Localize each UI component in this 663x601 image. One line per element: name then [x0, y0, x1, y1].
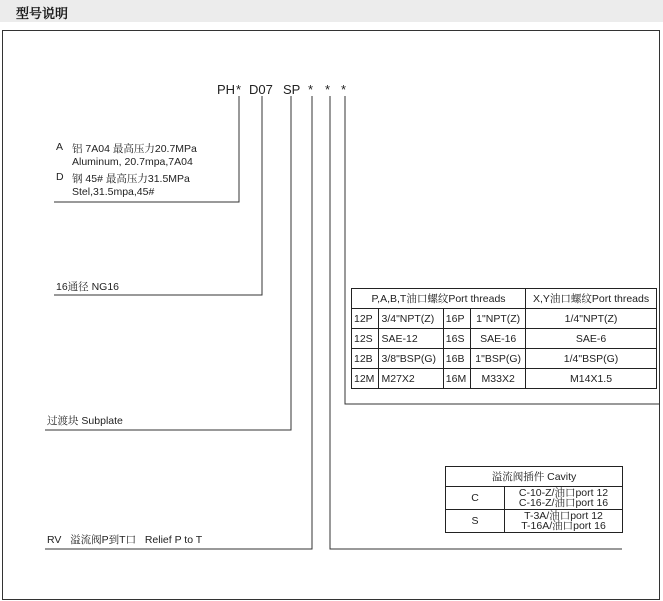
material-a-letter: A — [56, 141, 64, 153]
code-prefix: PH — [217, 82, 236, 97]
cell-thread: 3/8"BSP(G) — [379, 349, 443, 369]
code-star-3: * — [341, 82, 347, 97]
cavity-option-line: C-10-Z/油口port 12 — [518, 487, 609, 499]
cell-code: 12P — [352, 309, 379, 329]
cell-code: 16P — [443, 309, 470, 329]
cavity-header: 溢流阀插件 Cavity — [446, 467, 623, 487]
cell-thread: M33X2 — [471, 369, 526, 389]
page-title: 型号说明 — [16, 6, 69, 21]
cavity-option-line: C-16-Z/油口port 16 — [518, 497, 609, 509]
table-header-row — [352, 289, 657, 309]
cell-xy-thread: 1/4"NPT(Z) — [526, 309, 657, 329]
cell-xy-thread: 1/4"BSP(G) — [526, 349, 657, 369]
subplate-description: 过渡块 Subplate — [47, 415, 123, 427]
cavity-code: C — [446, 487, 505, 510]
header-xy: X,Y油口螺纹Port threads — [526, 289, 657, 309]
cell-code: 16B — [443, 349, 470, 369]
cell-code: 12M — [352, 369, 379, 389]
cavity-options — [505, 510, 623, 533]
port-thread-table — [351, 288, 657, 389]
material-d-cn: 钢 45# 最高压力31.5MPa — [72, 173, 190, 185]
cavity-options — [505, 487, 623, 510]
material-a-en: Aluminum, 20.7mpa,7A04 — [72, 156, 193, 168]
cell-thread: SAE-12 — [379, 329, 443, 349]
cell-thread: M27X2 — [379, 369, 443, 389]
header-pabt: P,A,B,T油口螺纹Port threads — [352, 289, 526, 309]
cavity-code: S — [446, 510, 505, 533]
relief-description: RV 溢流阀P到T口 Relief P to T — [47, 534, 203, 546]
cell-thread: SAE-16 — [471, 329, 526, 349]
cell-code: 12S — [352, 329, 379, 349]
code-star-1: * — [308, 82, 314, 97]
cavity-option-line: T-3A/油口port 12 — [524, 510, 603, 522]
table-header-row — [446, 467, 623, 487]
table-row — [352, 329, 657, 349]
cavity-table — [445, 466, 623, 533]
table-row — [446, 510, 623, 533]
material-a-cn: 铝 7A04 最高压力20.7MPa — [72, 143, 197, 155]
cell-thread: 1"BSP(G) — [471, 349, 526, 369]
cavity-option-line: T-16A/油口port 16 — [521, 520, 606, 532]
table-row — [352, 349, 657, 369]
table-row — [446, 487, 623, 510]
table-row — [352, 369, 657, 389]
cell-code: 12B — [352, 349, 379, 369]
material-d-letter: D — [56, 171, 64, 183]
size-description: 16通径 NG16 — [56, 281, 120, 293]
cell-code: 16S — [443, 329, 470, 349]
code-star-0: * — [236, 82, 242, 97]
code-size: D07 — [249, 82, 273, 97]
code-type: SP — [283, 82, 301, 97]
table-row — [352, 309, 657, 329]
cell-thread: 3/4"NPT(Z) — [379, 309, 443, 329]
code-star-2: * — [325, 82, 331, 97]
cell-xy-thread: SAE-6 — [526, 329, 657, 349]
cell-code: 16M — [443, 369, 470, 389]
cell-thread: 1"NPT(Z) — [471, 309, 526, 329]
material-d-en: Stel,31.5mpa,45# — [72, 186, 155, 198]
cell-xy-thread: M14X1.5 — [526, 369, 657, 389]
